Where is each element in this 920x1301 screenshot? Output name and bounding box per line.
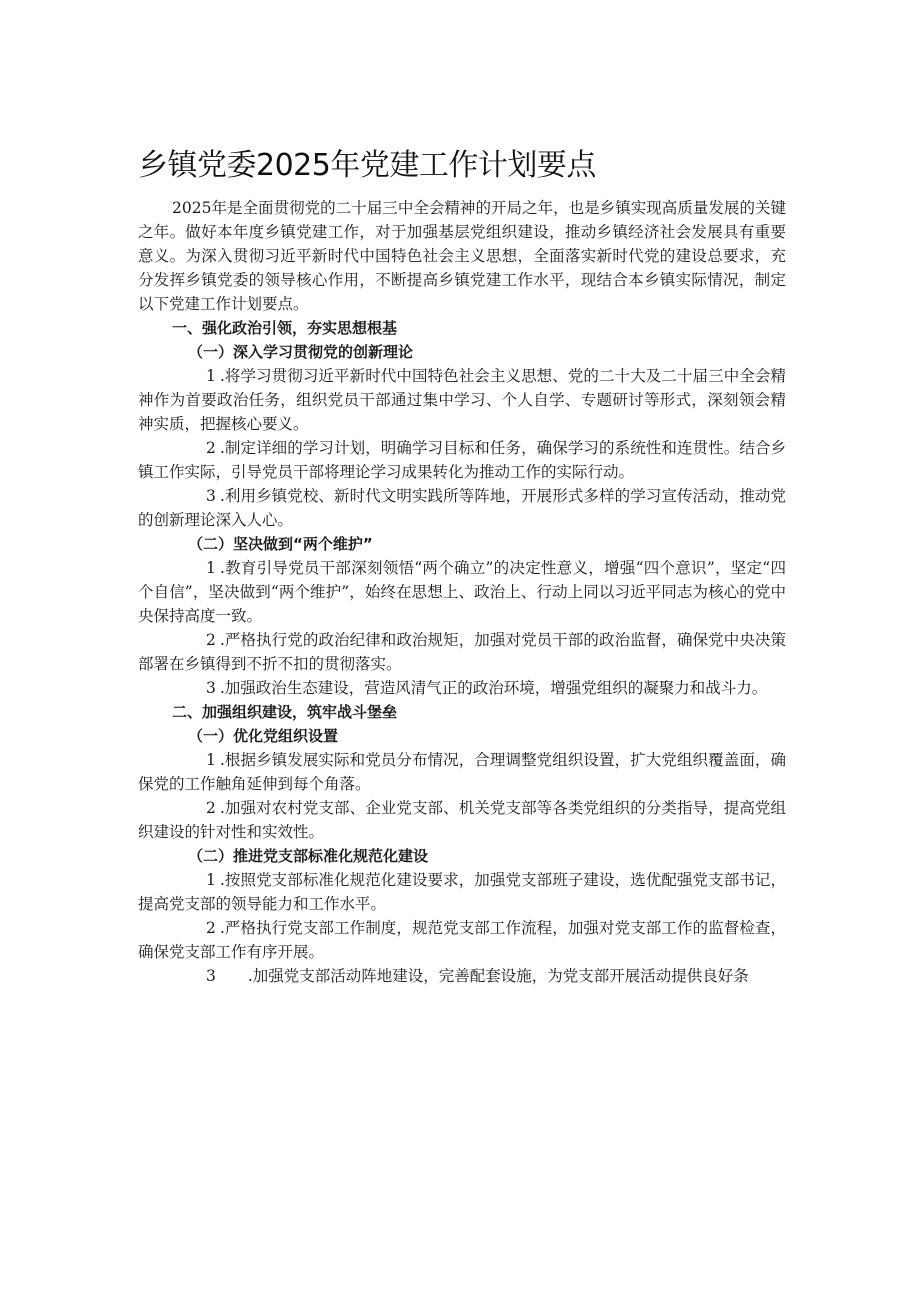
item-text: .按照党支部标准化规范化建设要求，加强党支部班子建设，选优配强党支部书记，提高党支部的领导能力和工作水平。	[138, 871, 786, 913]
item-text: .教育引导党员干部深刻领悟“两个确立”的决定性意义，增强“四个意识”，坚定“四个自信”，坚决做到“两个维护”，始终在思想上、政治上、行动上同以习近平同志为核心的党中央保持高度一致。	[138, 559, 786, 625]
item-number: 2	[206, 439, 216, 457]
list-item	[138, 676, 786, 700]
item-number: 1	[206, 751, 216, 769]
list-item	[138, 796, 786, 844]
item-text: .加强对农村党支部、企业党支部、机关党支部等各类党组织的分类指导，提高党组织建设的针对性和实效性。	[138, 799, 786, 841]
item-text: .加强党支部活动阵地建设，完善配套设施，为党支部开展活动提供良好条	[247, 967, 749, 985]
subsection-heading: （一）深入学习贯彻党的创新理论	[188, 343, 414, 361]
list-item	[138, 868, 786, 916]
item-text: .严格执行党的政治纪律和政治规矩，加强对党员干部的政治监督，确保党中央决策部署在乡镇得到不折不扣的贯彻落实。	[138, 631, 786, 673]
item-number: 1	[206, 367, 216, 385]
item-text: .严格执行党支部工作制度，规范党支部工作流程，加强对党支部工作的监督检查，确保党支部工作有序开展。	[138, 919, 786, 961]
item-number: 2	[206, 799, 216, 817]
list-item	[138, 556, 786, 628]
item-number: 3	[206, 487, 216, 505]
subsection-heading: （一）优化党组织设置	[188, 727, 339, 745]
subsection-heading: （二）坚决做到“两个维护”	[188, 535, 373, 553]
item-number: 2	[206, 631, 216, 649]
item-text: .制定详细的学习计划，明确学习目标和任务，确保学习的系统性和连贯性。结合乡镇工作实际，引导党员干部将理论学习成果转化为推动工作的实际行动。	[138, 439, 786, 481]
subsection-heading: （二）推进党支部标准化规范化建设	[188, 847, 429, 865]
list-item	[138, 364, 786, 436]
item-number: 1	[206, 871, 216, 889]
list-item	[138, 964, 786, 988]
item-number: 3	[206, 967, 216, 985]
document-body	[138, 196, 786, 988]
list-item	[138, 628, 786, 676]
item-text: .利用乡镇党校、新时代文明实践所等阵地，开展形式多样的学习宣传活动，推动党的创新理论深入人心。	[138, 487, 786, 529]
item-text: .将学习贯彻习近平新时代中国特色社会主义思想、党的二十大及二十届三中全会精神作为首要政治任务，组织党员干部通过集中学习、个人自学、专题研讨等形式，深刻领会精神实质，把握核心要义。	[138, 367, 786, 433]
item-text: .根据乡镇发展实际和党员分布情况，合理调整党组织设置，扩大党组织覆盖面，确保党的工作触角延伸到每个角落。	[138, 751, 786, 793]
document-title: 乡镇党委2025年党建工作计划要点	[138, 148, 596, 183]
list-item	[138, 436, 786, 484]
list-item	[138, 484, 786, 532]
intro-paragraph: 2025年是全面贯彻党的二十届三中全会精神的开局之年，也是乡镇实现高质量发展的关键之年。做好本年度乡镇党建工作，对于加强基层党组织建设，推动乡镇经济社会发展具有重要意义。为深入贯彻习近平新时代中国特色社会主义思想，全面落实新时代党的建设总要求，充分发挥乡镇党委的领导核心作用，不断提高乡镇党建工作水平，现结合本乡镇实际情况，制定以下党建工作计划要点。	[138, 199, 786, 313]
list-item	[138, 748, 786, 796]
section-heading: 一、强化政治引领，夯实思想根基	[172, 319, 398, 337]
item-number: 2	[206, 919, 216, 937]
item-text: .加强政治生态建设，营造风清气正的政治环境，增强党组织的凝聚力和战斗力。	[219, 679, 768, 697]
item-number: 1	[206, 559, 216, 577]
list-item	[138, 916, 786, 964]
section-heading: 二、加强组织建设，筑牢战斗堡垒	[172, 703, 398, 721]
item-number: 3	[206, 679, 216, 697]
